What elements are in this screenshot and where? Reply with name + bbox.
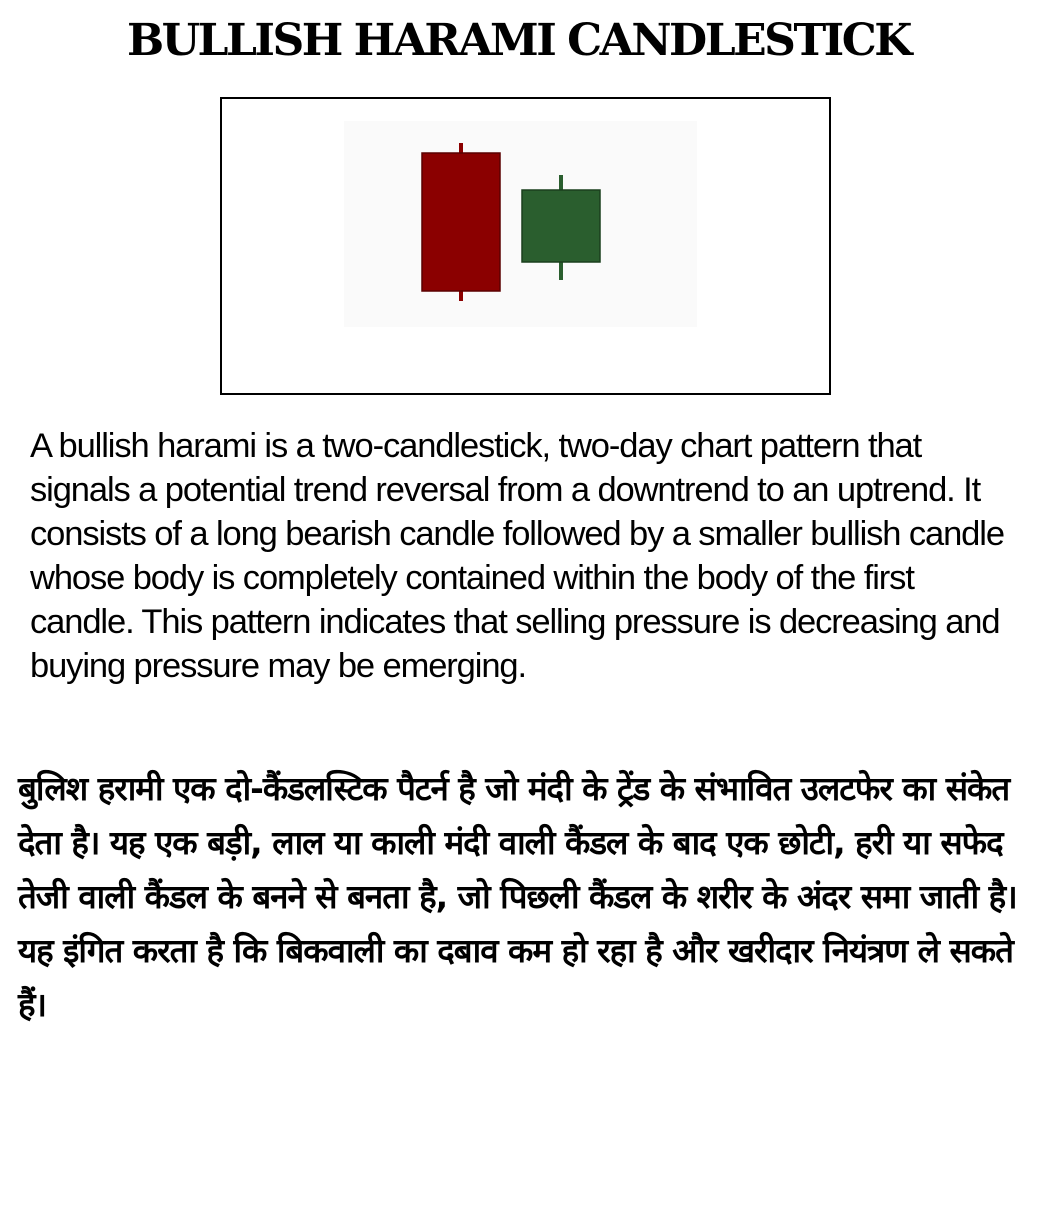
candlestick-figure <box>220 97 831 395</box>
figure-backdrop <box>344 121 697 327</box>
description-english: A bullish harami is a two-candlestick, two-day chart pattern that signals a potential trend reversal from a downtrend to an uptrend. It consists of a long bearish candle followed by a smaller bullish candle whose body is completely contained within the body of the first candle. This pattern indicates that selling pressure is decreasing and buying pressure may be emerging. <box>30 427 1004 685</box>
bearish-candle-body <box>422 153 500 291</box>
description-hindi: बुलिश हरामी एक दो-कैंडलस्टिक पैटर्न है जो मंदी के ट्रेंड के संभावित उलटफेर का संकेत देता है। यह एक बड़ी, लाल या काली मंदी वाली कैंडल के बाद एक छोटी, हरी या सफेद तेजी वाली कैंडल के बनने से बनता है, जो पिछली कैंडल के शरीर के अंदर समा जाती है। यह इंगित करता है कि बिकवाली का दबाव कम हो रहा है और खरीदार नियंत्रण ले सकते हैं। <box>18 769 1017 1024</box>
candlestick-illustration <box>222 99 829 393</box>
bullish-candle-body <box>522 190 600 262</box>
page-title: BULLISH HARAMI CANDLESTICK <box>126 15 911 66</box>
